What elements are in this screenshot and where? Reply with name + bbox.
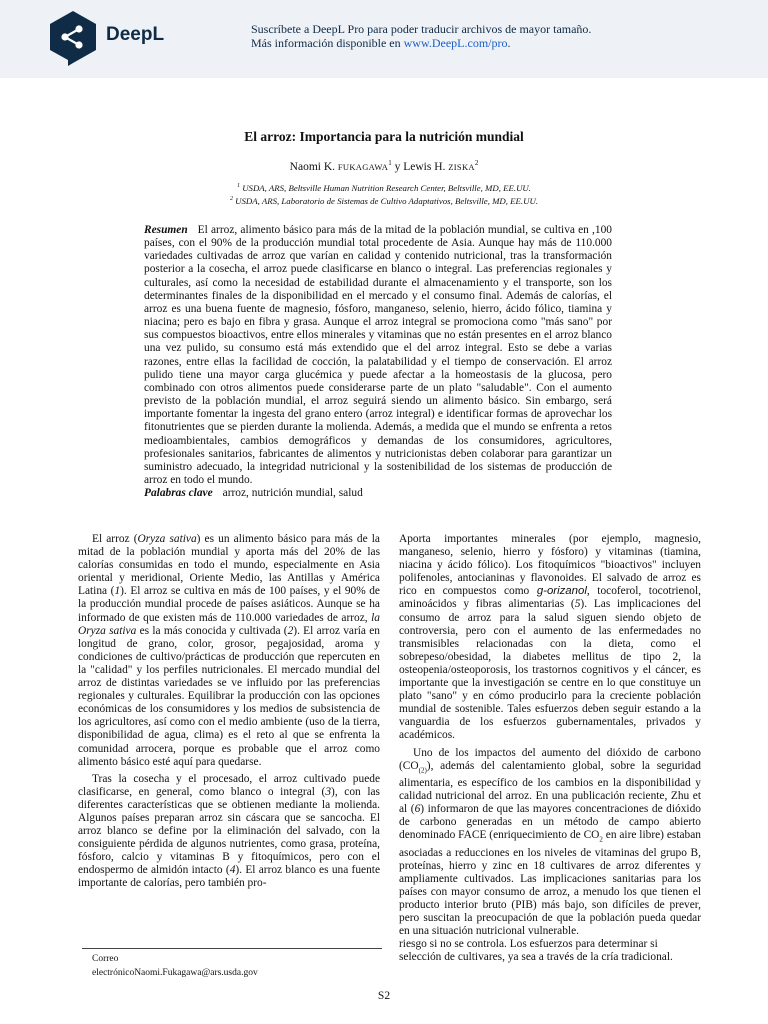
affiliation-2-mark: 2	[229, 196, 233, 203]
right-paragraph-2: Uno de los impactos del aumento del dióxido de carbono $(CO_{(2)})$, además del calentamiento global, sobre la seguridad alimentaria, es específico de los cambios en la disponibilidad y calidad nutricional del arroz. En una publicación reciente, Zhu et al (6) informaron de que las mayores concentraciones de dióxido de carbono generadas en un método de campo abierto denominado FACE (enriquecimiento de $CO_2$ en aire libre) estaban asociadas a reducciones en los niveles de vitaminas del grupo B, proteínas, hierro y zinc en 18 cultivares de arroz diferentes y ampliamente cultivados. Las implicaciones sanitarias para los países con mayor consumo de arroz, a menudo los que tienen el producto interior bruto (PIB) más bajo, son difíciles de prever, pero suscitan la preocupación de que la población pueda quedar en una situación nutricional vulnerable.	[399, 746, 701, 938]
left-paragraph-2: Tras la cosecha y el procesado, el arroz cultivado puede clasificarse, en general, como blanco o integral (3), con las diferentes características que se obtienen mediante la molienda. Algunos países preparan arroz sin cáscara que se sancocha. El arroz blanco se define por la eliminación del salvado, con la consiguiente pérdida de algunos nutrientes, como grasa, proteína, fósforo, calcio y vitaminas B y fitoquímicos, pero con el endospermo de almidón intacto (4). El arroz blanco es una fuente importante de calorías, pero también pro-	[78, 772, 381, 890]
reference-1: 1	[114, 585, 121, 598]
deepl-brand-name: DeepL	[106, 24, 165, 45]
banner-message	[251, 22, 591, 50]
affiliation-2-text: USDA, ARS, Laboratorio de Sistemas de Cultivo Adaptativos, Beltsville, MD, EE.UU.	[232, 196, 539, 206]
abstract-block	[144, 224, 612, 500]
co2-subscript-2: 2	[599, 835, 603, 844]
footnote-rule	[82, 948, 382, 949]
affiliation-1	[0, 183, 768, 193]
abstract-label: Resumen	[144, 224, 188, 236]
abstract-paragraph	[144, 224, 612, 487]
right-paragraph-1: Aporta importantes minerales (por ejemplo, magnesio, manganeso, selenio, hierro y fósforo) y vitaminas (tiamina, niacina y ácido fólico). Los fitoquímicos "bioactivos" incluyen polifenoles, antocianinas y flavonoides. El salvado de arroz es rico en compuestos como g-orizanol, tocoferol, tocotrienol, aminoácidos y fibras alimentarias (5). Las implicaciones del consumo de arroz para la salud siguen siendo objeto de controversia, pero con el aumento de las enfermedades no transmisibles relacionadas con la dieta, como el sobrepeso/obesidad, la diabetes mellitus de tipo 2, la osteopenia/osteoporosis, los trastornos cognitivos y el cáncer, es importante que la investigación se centre en lo que constituye un plato "sano" y en cómo producirlo para la creciente población mundial de sostenible. Tales esfuerzos deben seguir estando a la vanguardia de los esfuerzos gubernamentales, privados y académicos.	[399, 533, 701, 742]
footnote-line-1: Correo	[92, 954, 119, 964]
species-name-2: la Oryza sativa	[78, 611, 380, 637]
affiliation-1-text: USDA, ARS, Beltsville Human Nutrition Research Center, Beltsville, MD, EE.UU.	[240, 183, 531, 193]
banner-line-1: Suscríbete a DeepL Pro para poder traducir archivos de mayor tamaño.	[251, 22, 592, 36]
page-number: S2	[377, 990, 391, 1002]
paper-title: El arroz: Importancia para la nutrición mundial	[244, 129, 524, 144]
author1-family: FUKAGAWA	[337, 161, 389, 172]
reference-3: 3	[325, 785, 332, 798]
co2-subscript-1: (2)	[418, 765, 427, 774]
keywords-text: arroz, nutrición mundial, salud	[222, 487, 363, 500]
author1-mark: 1	[388, 159, 392, 167]
affiliation-2	[0, 196, 768, 206]
banner-line-2-suffix: .	[507, 36, 511, 50]
reference-6: 6	[414, 803, 421, 816]
species-name: Oryza sativa	[137, 533, 197, 545]
banner-line-2	[251, 36, 591, 50]
body-column-right	[399, 533, 701, 965]
author2-family: ZISKA	[448, 161, 475, 172]
reference-4: 4	[229, 864, 236, 877]
footnote	[92, 952, 258, 980]
banner-line-2-prefix: Más información disponible en	[251, 36, 404, 50]
abstract-text: El arroz, alimento básico para más de la mitad de la población mundial, se cultiva en ,100 países, con el 90% de la producción mundial total procedente de Asia. Aunque hay más de 110.000 variedades cultivadas de arroz que varían en calidad y contenido nutricional, tras la transformación posterior a la cosecha, el arroz puede clasificarse en blanco o integral. Las preferencias regionales y culturales, así como la necesidad de estabilidad durante el almacenamiento y el transporte, son los determinantes finales de la disponibilidad en el mercado y el consumo final. Además de calorías, el arroz es una buena fuente de magnesio, fósforo, manganeso, selenio, hierro, ácido fólico, tiamina y niacina; pero es bajo en fibra y grasa. Aunque el arroz integral se promociona como "más sano" por sus compuestos bioactivos, entre ellos minerales y vitaminas que no están presentes en el arroz blanco una vez pulido, su consumo está más extendido que el del arroz integral. Esto se debe a varias razones, entre ellas la facilidad de cocción, la palatabilidad y el tiempo de conservación. El arroz pulido tiene una mayor carga glucémica y puede afectar a la homeostasis de la glucosa, pero combinado con otros alimentos puede considerarse parte de un plato "saludable". Con el aumento previsto de la población mundial, el arroz seguirá siendo un alimento básico. Sin embargo, será importante fomentar la ingesta del grano entero (arroz integral) e identificar formas de aprovechar los fitonutrientes que se pierden durante la molienda. Además, a medida que el mundo se enfrenta a retos medioambientales, cambios demográficos y demandas de los consumidores, agricultores, profesionales sanitarios, fabricantes de alimentos y nutricionistas deben colaborar para garantizar un suministro adecuado, la integridad nutricional y la sostenibilidad de los sistemas de producción de arroz en todo el mundo.	[144, 224, 612, 486]
right-paragraph-3: riesgo si no se controla. Los esfuerzos para determinar si selección de cultivares, ya sea a través de la cría tradicional.	[399, 938, 673, 964]
deepl-pro-link[interactable]: www.DeepL.com/pro	[403, 36, 508, 50]
left-paragraph-1: El arroz (Oryza sativa) es un alimento básico para más de la mitad de la población mundial y aporta más del 20% de las calorías consumidas en todo el mundo, especialmente en Asia oriental y meridional, Oriente Medio, las Antillas y América Latina (1). El arroz se cultiva en más de 100 países, y el 90% de la producción mundial procede de países asiáticos. Aunque se ha informado de que existen más de 110.000 variedades de arroz, la Oryza sativa es la más conocida y cultivada (2). El arroz varía en longitud de grano, color, grosor, pegajosidad, aroma y condiciones de cultivo/prácticas de producción que repercuten en la "calidad" y los perfiles nutricionales. El mercado mundial del arroz de distintas variedades se ve influido por las preferencias regionales y culturales. Equilibrar la producción con las opciones económicas de los consumidores y los medios de subsistencia de los agricultores, así como con el medio ambiente (uso de la tierra, disponibilidad de agua, clima) es el reto al que se enfrenta la comunidad arrocera, porque es probable que el arroz como alimento básico esté aquí para quedarse.	[78, 533, 381, 768]
deepl-logo-icon	[48, 10, 98, 66]
reference-5: 5	[574, 598, 581, 611]
footnote-email: electrónicoNaomi.Fukagawa@ars.usda.gov	[92, 968, 258, 978]
compound-name: g-orizanol	[536, 585, 587, 598]
deepl-banner	[0, 0, 768, 78]
body-column-left	[78, 533, 380, 891]
author-line	[0, 159, 768, 173]
affiliation-1-mark: 1	[237, 183, 240, 190]
author1-given: Naomi K.	[289, 160, 338, 173]
author2-mark: 2	[474, 159, 479, 167]
keywords-label: Palabras clave	[144, 487, 213, 500]
reference-2: 2	[287, 624, 294, 637]
keywords-line	[144, 487, 612, 500]
author-separator: y Lewis H.	[391, 160, 449, 173]
